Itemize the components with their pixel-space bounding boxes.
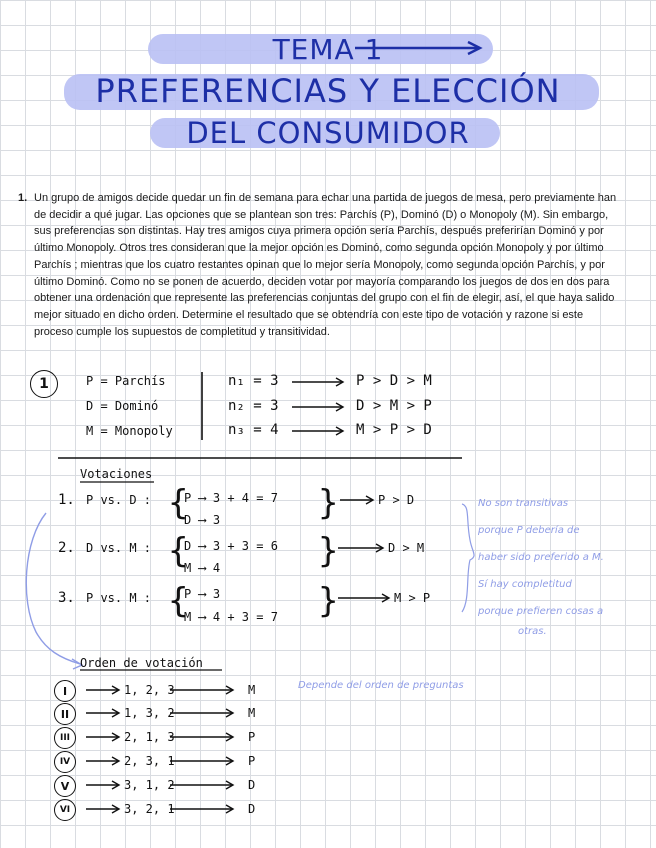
orden-row-5-roman: V bbox=[60, 779, 70, 793]
note-line-3: haber sido preferido a M. bbox=[478, 552, 604, 563]
vote-2-pair: D vs. M : bbox=[86, 541, 152, 555]
group-n2: n₂ = 3 bbox=[228, 398, 279, 414]
vote-3-bottom: M ⟶ 4 + 3 = 7 bbox=[184, 610, 278, 624]
orden-row-5-seq: 3, 1, 2 bbox=[124, 778, 175, 792]
orden-row-4-circle bbox=[54, 751, 76, 773]
vote-2-bottom: M ⟶ 4 bbox=[184, 561, 221, 575]
vote-3-brace-close: } bbox=[318, 581, 339, 621]
orden-row-4-seq: 2, 3, 1 bbox=[124, 754, 175, 768]
orden-row-3-circle bbox=[54, 727, 76, 749]
group-n3-order: M > P > D bbox=[356, 422, 432, 438]
orden-row-6-seq: 3, 2, 1 bbox=[124, 802, 175, 816]
orden-row-5-winner: D bbox=[248, 778, 256, 792]
orden-row-3-seq: 2, 1, 3 bbox=[124, 730, 175, 744]
group-n1-order: P > D > M bbox=[356, 373, 432, 389]
orden-row-1-circle bbox=[54, 680, 76, 702]
group-n3: n₃ = 4 bbox=[228, 422, 279, 438]
votaciones-heading: Votaciones bbox=[80, 467, 153, 481]
vote-3-top: P ⟶ 3 bbox=[184, 587, 221, 601]
legend-domino: D = Dominó bbox=[86, 399, 159, 413]
vote-3-num: 3. bbox=[58, 590, 75, 606]
orden-row-3-roman: III bbox=[59, 733, 71, 743]
vote-3-brace-open: { bbox=[168, 581, 189, 621]
vote-3-pair: P vs. M : bbox=[86, 591, 152, 605]
orden-heading: Orden de votación bbox=[80, 656, 203, 670]
orden-row-2-roman: II bbox=[60, 707, 70, 721]
vote-1-top: P ⟶ 3 + 4 = 7 bbox=[184, 491, 278, 505]
legend-monopoly: M = Monopoly bbox=[86, 424, 173, 438]
orden-row-1-winner: M bbox=[248, 683, 256, 697]
legend-parchis: P = Parchís bbox=[86, 374, 166, 388]
vote-2-brace-open: { bbox=[168, 531, 189, 571]
title-text-1: TEMA 1 bbox=[272, 33, 384, 66]
answer-number-label: 1 bbox=[39, 376, 49, 392]
note-line-4: Sí hay completitud bbox=[478, 579, 572, 590]
orden-row-2-circle bbox=[54, 703, 76, 725]
vote-1-brace-open: { bbox=[168, 483, 189, 523]
orden-row-5-circle bbox=[54, 775, 76, 797]
orden-row-6-winner: D bbox=[248, 802, 256, 816]
orden-row-3-winner: P bbox=[248, 730, 256, 744]
vote-2-brace-close: } bbox=[318, 531, 339, 571]
vote-1-num: 1. bbox=[58, 492, 75, 508]
orden-row-1-roman: I bbox=[62, 684, 68, 698]
note-line-5: porque prefieren cosas a bbox=[478, 606, 604, 617]
orden-note: Depende del orden de preguntas bbox=[298, 680, 464, 691]
orden-row-4-winner: P bbox=[248, 754, 256, 768]
vote-1-bottom: D ⟶ 3 bbox=[184, 513, 221, 527]
transitivity-note bbox=[478, 490, 648, 639]
title-text-2: PREFERENCIAS Y ELECCIÓN bbox=[95, 72, 561, 110]
note-line-1: No son transitivas bbox=[478, 498, 569, 509]
orden-row-4-roman: IV bbox=[59, 757, 71, 767]
orden-row-6-circle bbox=[54, 799, 76, 821]
vote-2-top: D ⟶ 3 + 3 = 6 bbox=[184, 539, 278, 553]
orden-row-2-winner: M bbox=[248, 706, 256, 720]
orden-row-1-seq: 1, 2, 3 bbox=[124, 683, 175, 697]
problem-number: 1. bbox=[18, 192, 28, 204]
vote-2-num: 2. bbox=[58, 540, 75, 556]
vote-1-pair: P vs. D : bbox=[86, 493, 152, 507]
answer-number-circle bbox=[30, 370, 58, 398]
orden-row-2-seq: 1, 3, 2 bbox=[124, 706, 175, 720]
group-n1: n₁ = 3 bbox=[228, 373, 279, 389]
title-text-3: DEL CONSUMIDOR bbox=[186, 116, 470, 150]
note-line-2: porque P debería de bbox=[478, 525, 580, 536]
group-n2-order: D > M > P bbox=[356, 398, 432, 414]
vote-1-brace-close: } bbox=[318, 483, 339, 523]
orden-row-6-roman: VI bbox=[59, 805, 71, 815]
note-line-6: otras. bbox=[518, 626, 547, 637]
vote-1-result: P > D bbox=[378, 493, 415, 507]
vote-2-result: D > M bbox=[388, 541, 425, 555]
vote-3-result: M > P bbox=[394, 591, 431, 605]
problem-text: Un grupo de amigos decide quedar un fin de semana para echar una partida de juegos de mesa, pero previamente han de decidir a qué jugar. Las opciones que se plantean son tres: Parchís (P), Dominó (D) o Monopoly (M). Sin embargo, sus preferencias son distintas. Hay tres amigos cuya primera opción sería Parchís, después preferirían Dominó y por último Monopoly. Otros tres consideran que la mejor opción es Dominó, como segunda opción Monopoly y por último Parchís ; mientras que los cuatro restantes opinan que lo mejor sería Monopoly, como segunda opción Parchís, y por último Dominó. Como no se ponen de acuerdo, deciden votar por mayoría comparando los juegos de dos en dos para obtener una ordenación que represente las preferencias conjuntas del grupo con el fin de elegir, así, el que haya salido mejor situado en dicho orden. Determine el resultado que se obtendría con este tipo de votación y razone si este proceso cumple los supuestos de completitud y transitividad. bbox=[34, 192, 617, 338]
